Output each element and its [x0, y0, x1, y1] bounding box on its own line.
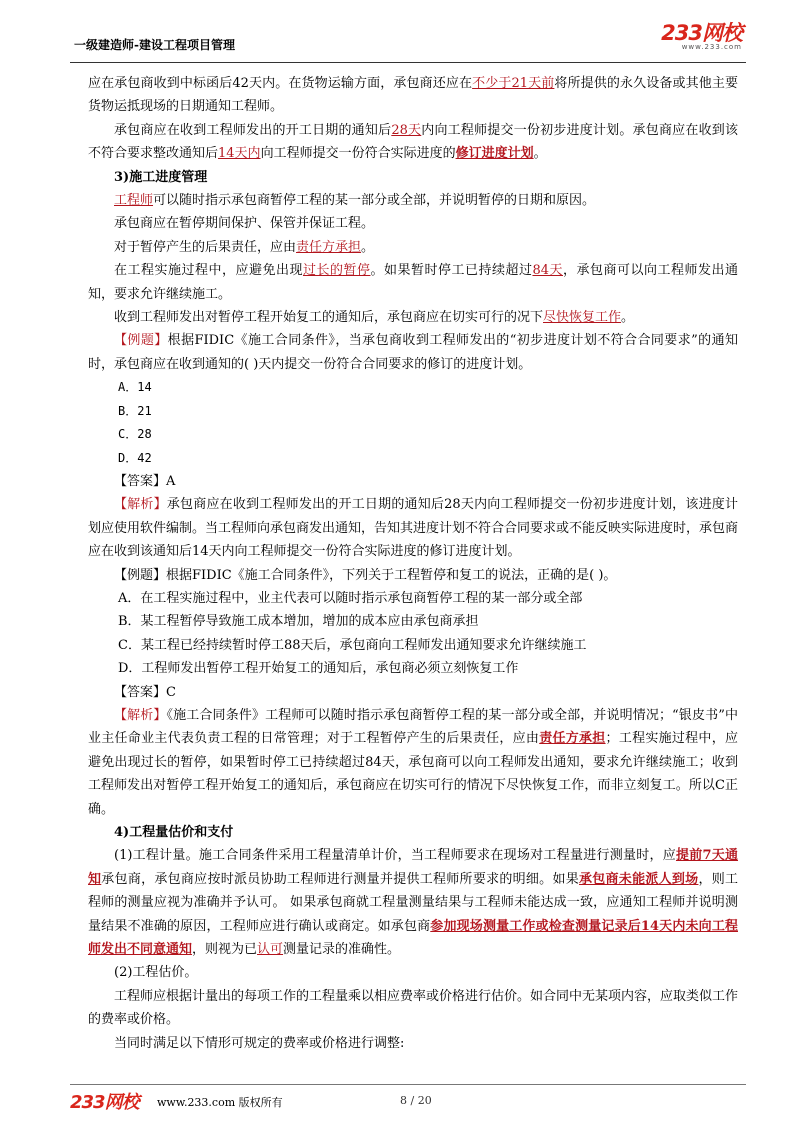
paragraph: 工程师可以随时指示承包商暂停工程的某一部分或全部，并说明暂停的日期和原因。: [114, 193, 596, 209]
analysis: 【解析】《施工合同条件》工程师可以随时指示承包商暂停工程的某一部分或全部，并说明情况；“银皮书”中业主任命业主代表负责工程的日常管理；对于工程暂停产生的后果责任，应由责任方承担；工程实施过程中，应避免出现过长的暂停，如果暂时停工已持续超过84天，承包商可以向工程师发出通知，要求允许继续施工；收到工程师发出对暂停工程开始复工的通知后，承包商应在切实可行的情况下尽快恢复工作，而非立刻复工。所以C正确。: [88, 707, 738, 817]
option-c: C．某工程已经持续暂时停工88天后，承包商向工程师发出通知要求允许继续施工: [118, 637, 587, 653]
analysis: 【解析】承包商应在收到工程师发出的开工日期的通知后28天内向工程师提交一份初步进度计划，该进度计划应使用软件编制。当工程师向承包商发出通知，告知其进度计划不符合合同要求或不能反映实际进度时，承包商应在收到该通知后14天内向工程师提交一份符合实际进度的修订进度计划。: [88, 497, 739, 560]
page-number: 8 / 20: [400, 1094, 432, 1107]
option-d: D．42: [118, 450, 152, 465]
paragraph: (1)工程计量。施工合同条件采用工程量清单计价，当工程师要求在现场对工程量进行测量时，应提前7天通知承包商，承包商应按时派员协助工程师进行测量并提供工程师所要求的明细。如果承包商未能派人到场，则工程师的测量应视为准确并予认可。 如果承包商就工程量测量结果与工程师未能达成一致，应通知工程师并说明测量结果不准确的原因，工程师应进行确认或商定。如承包商参加现场测量工作或检查测量记录后14天内未向工程师发出不同意通知，则视为已认可测量记录的准确性。: [88, 848, 739, 958]
footer-divider: [70, 1084, 746, 1085]
paragraph: 当同时满足以下情形可规定的费率或价格进行调整:: [114, 1035, 405, 1051]
copyright: www.233.com 版权所有: [157, 1096, 283, 1109]
answer: 【答案】A: [114, 473, 176, 489]
paragraph: 对于暂停产生的后果责任，应由责任方承担。: [114, 239, 375, 255]
footer-logo: 233网校: [70, 1092, 139, 1113]
option-d: D．工程师发出暂停工程开始复工的通知后，承包商必须立刻恢复工作: [118, 661, 519, 677]
paragraph: (2)工程估价。: [114, 965, 198, 981]
section-heading: 3)施工进度管理: [114, 169, 208, 185]
paragraph: 应在承包商收到中标函后42天内。在货物运输方面，承包商还应在不少于21天前将所提供的永久设备或其他主要货物运抵现场的日期通知工程师。: [88, 76, 738, 115]
paragraph: 工程师应根据计量出的每项工作的工程量乘以相应费率或价格进行估价。如合同中无某项内容，应取类似工作的费率或价格。: [88, 988, 739, 1028]
logo-url: www.233.com: [681, 43, 742, 51]
section-heading: 4)工程量估价和支付: [114, 825, 234, 840]
header-divider: [70, 62, 746, 63]
option-c: C．28: [118, 427, 152, 442]
logo-text: 233网校: [661, 21, 742, 45]
paragraph: 承包商应在暂停期间保护、保管并保证工程。: [114, 216, 375, 232]
option-b: B．21: [118, 403, 152, 418]
answer: 【答案】C: [114, 684, 176, 700]
option-a: A．在工程实施过程中，业主代表可以随时指示承包商暂停工程的某一部分或全部: [118, 590, 583, 606]
paragraph: 收到工程师发出对暂停工程开始复工的通知后，承包商应在切实可行的况下尽快恢复工作。: [114, 310, 635, 326]
brand-logo: [661, 22, 742, 51]
page-header: [70, 22, 746, 58]
option-a: A．14: [118, 380, 152, 395]
document-title: 一级建造师-建设工程项目管理: [74, 38, 235, 52]
example-question-1: 【例题】根据FIDIC《施工合同条件》，当承包商收到工程师发出的“初步进度计划不符合合同要求”的通知时，承包商应在收到通知的( )天内提交一份符合合同要求的修订的进度计划。: [88, 333, 738, 372]
page-footer: [70, 1086, 746, 1116]
example-question-2: 【例题】根据FIDIC《施工合同条件》，下列关于工程暂停和复工的说法，正确的是( )。: [114, 567, 617, 583]
document-body: [88, 72, 738, 1055]
option-b: B．某工程暂停导致施工成本增加，增加的成本应由承包商承担: [118, 614, 479, 630]
paragraph: 承包商应在收到工程师发出的开工日期的通知后28天内向工程师提交一份初步进度计划。承包商应在收到该不符合要求整改通知后14天内向工程师提交一份符合实际进度的修订进度计划。: [88, 122, 738, 162]
paragraph: 在工程实施过程中，应避免出现过长的暂停。如果暂时停工已持续超过84天，承包商可以向工程师发出通知，要求允许继续施工。: [88, 263, 738, 302]
